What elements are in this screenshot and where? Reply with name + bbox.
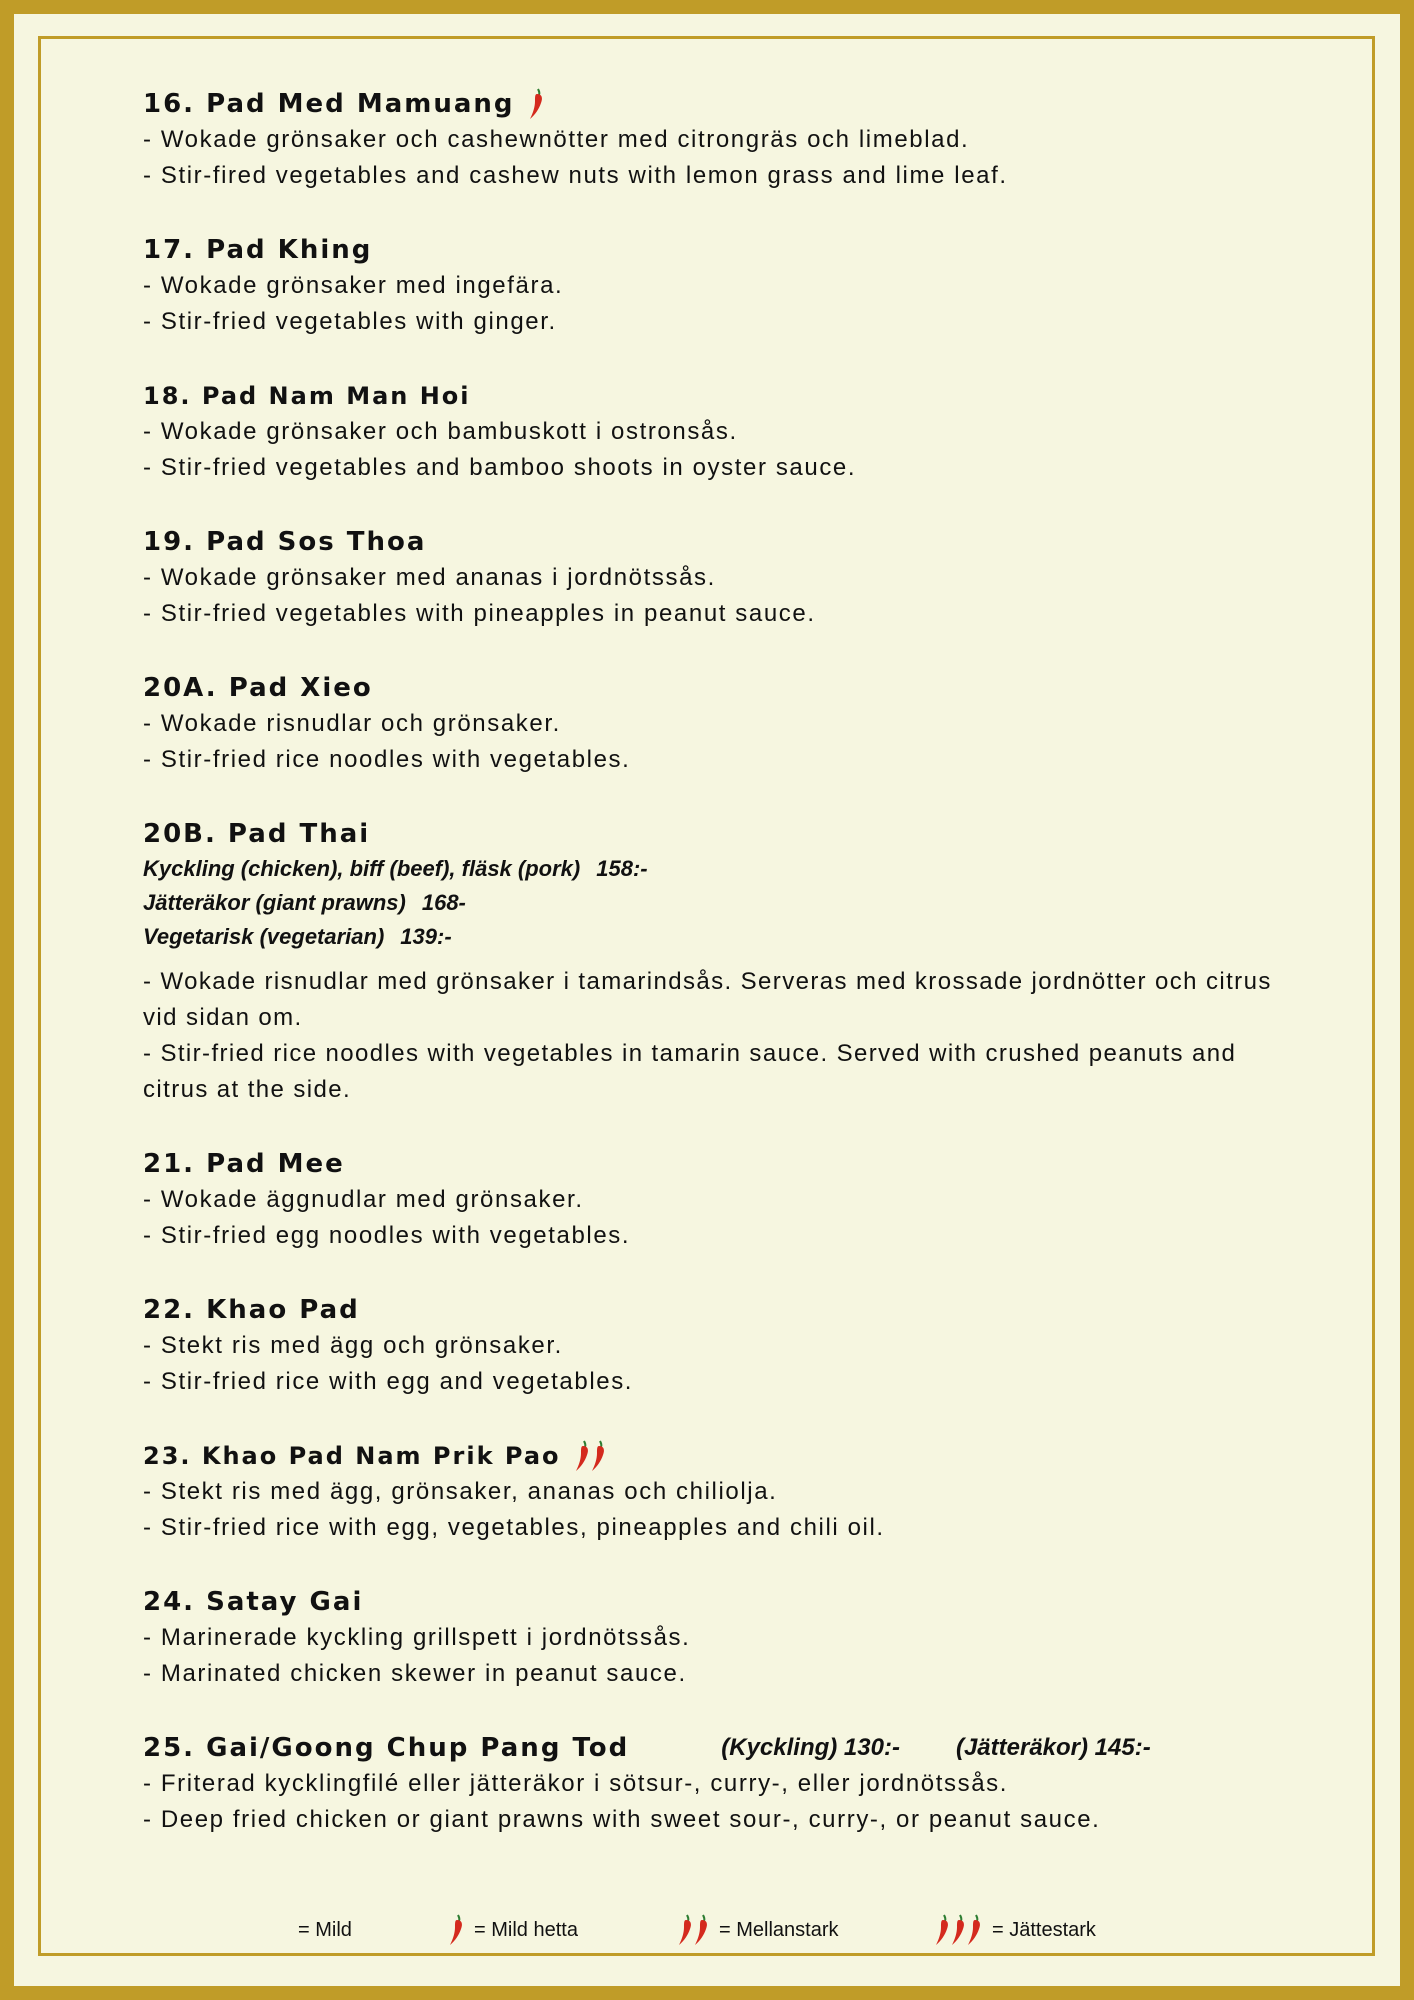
- dish-title: [143, 1146, 1293, 1182]
- dish-name: 23. Khao Pad Nam Prik Pao: [143, 1442, 561, 1470]
- dish-name: 24. Satay Gai: [143, 1587, 364, 1617]
- heat-legend: [0, 1910, 1414, 1950]
- legend-label: = Jättestark: [992, 1918, 1096, 1941]
- legend-heat-icon: [935, 1914, 982, 1946]
- price-option: [143, 852, 1293, 886]
- heat-indicator: [575, 1440, 606, 1472]
- description-paragraph: - Stir-fried rice noodles with vegetables in tamarin sauce. Served with crushed peanuts and citrus at the side.: [143, 1040, 1237, 1103]
- description-line: - Deep fried chicken or giant prawns with sweet sour-, curry-, or peanut sauce.: [143, 1806, 1101, 1833]
- price-option: [143, 920, 1293, 954]
- menu-item: [143, 378, 1293, 486]
- description-line: - Wokade grönsaker med ananas i jordnötssås.: [143, 564, 716, 591]
- menu-item: [143, 1146, 1293, 1254]
- chili-icon: [678, 1914, 693, 1946]
- chili-icon: [449, 1914, 464, 1946]
- dish-name: 22. Khao Pad: [143, 1295, 360, 1325]
- menu-item: [143, 1438, 1293, 1546]
- description-line: - Stir-fried vegetables and bamboo shoots in oyster sauce.: [143, 454, 857, 481]
- dish-title: [143, 232, 1293, 268]
- description-line: - Wokade grönsaker och cashewnötter med citrongräs och limeblad.: [143, 126, 970, 153]
- price-option: [143, 886, 1293, 920]
- legend-heat-icon: [678, 1914, 709, 1946]
- description-line: - Stir-fried rice with egg and vegetables.: [143, 1368, 634, 1395]
- menu-item: [143, 232, 1293, 340]
- description-line: - Wokade äggnudlar med grönsaker.: [143, 1186, 584, 1213]
- dish-name: 20B. Pad Thai: [143, 819, 371, 849]
- description-line: - Wokade grönsaker med ingefära.: [143, 272, 564, 299]
- chili-icon: [529, 88, 544, 120]
- description-line: - Stekt ris med ägg och grönsaker.: [143, 1332, 563, 1359]
- dish-name: 16. Pad Med Mamuang: [143, 89, 515, 119]
- menu-item: [143, 1730, 1293, 1838]
- dish-title: [143, 1292, 1293, 1328]
- dish-name: 20A. Pad Xieo: [143, 673, 373, 703]
- dish-name: 19. Pad Sos Thoa: [143, 527, 427, 557]
- menu-item: [143, 1584, 1293, 1692]
- legend-item: [678, 1910, 839, 1950]
- dish-name: 25. Gai/Goong Chup Pang Tod: [143, 1733, 630, 1763]
- chili-icon: [967, 1914, 982, 1946]
- chili-icon: [575, 1440, 590, 1472]
- menu-content: [143, 86, 1293, 1876]
- legend-label: = Mellanstark: [719, 1918, 839, 1941]
- dish-title: [143, 816, 1293, 852]
- price-option-label: Kyckling (chicken), biff (beef), fläsk (pork): [143, 856, 581, 881]
- legend-label: = Mild hetta: [474, 1918, 578, 1941]
- legend-heat-icon: [449, 1914, 464, 1946]
- chili-icon: [694, 1914, 709, 1946]
- legend-item: [298, 1910, 352, 1950]
- heat-indicator: [529, 88, 544, 120]
- description-line: - Marinated chicken skewer in peanut sauce.: [143, 1660, 687, 1687]
- description-line: - Stir-fired vegetables and cashew nuts with lemon grass and lime leaf.: [143, 162, 1008, 189]
- description-line: - Stir-fried egg noodles with vegetables.: [143, 1222, 631, 1249]
- description-line: - Stir-fried vegetables with pineapples in peanut sauce.: [143, 600, 816, 627]
- dish-title: [143, 86, 1293, 122]
- chili-icon: [591, 1440, 606, 1472]
- price-option-value: 139:-: [400, 924, 452, 949]
- dish-name: 17. Pad Khing: [143, 235, 373, 265]
- price-option-label: Vegetarisk (vegetarian): [143, 924, 385, 949]
- chili-icon: [951, 1914, 966, 1946]
- dish-title: [143, 524, 1293, 560]
- description-line: - Friterad kycklingfilé eller jätteräkor i sötsur-, curry-, eller jordnötssås.: [143, 1770, 1009, 1797]
- description-paragraph: - Wokade risnudlar med grönsaker i tamarindsås. Serveras med krossade jordnötter och citrus vid sidan om.: [143, 968, 1272, 1031]
- price-option-value: 168-: [421, 890, 466, 915]
- dish-price: (Kyckling) 130:-: [721, 1734, 900, 1761]
- description-line: - Marinerade kyckling grillspett i jordnötssås.: [143, 1624, 691, 1651]
- price-option-value: 158:-: [596, 856, 648, 881]
- dish-name: 21. Pad Mee: [143, 1149, 345, 1179]
- description-line: - Stekt ris med ägg, grönsaker, ananas och chiliolja.: [143, 1478, 778, 1505]
- description-line: - Stir-fried rice with egg, vegetables, pineapples and chili oil.: [143, 1514, 885, 1541]
- dish-title: [143, 670, 1293, 706]
- menu-item: [143, 86, 1293, 194]
- description-line: - Stir-fried vegetables with ginger.: [143, 308, 557, 335]
- menu-item: [143, 670, 1293, 778]
- menu-item: [143, 524, 1293, 632]
- menu-item: [143, 816, 1293, 1108]
- dish-name: 18. Pad Nam Man Hoi: [143, 382, 471, 410]
- dish-title: [143, 1584, 1293, 1620]
- dish-title: [143, 1438, 1293, 1474]
- legend-item: [449, 1910, 578, 1950]
- legend-item: [935, 1910, 1096, 1950]
- dish-title: [143, 378, 1293, 414]
- chili-icon: [935, 1914, 950, 1946]
- dish-title: [143, 1730, 1293, 1766]
- dish-price: (Jätteräkor) 145:-: [955, 1734, 1151, 1761]
- description-line: - Wokade grönsaker och bambuskott i ostronsås.: [143, 418, 738, 445]
- legend-label: = Mild: [298, 1918, 352, 1941]
- menu-item: [143, 1292, 1293, 1400]
- price-option-label: Jätteräkor (giant prawns): [143, 890, 406, 915]
- description-line: - Stir-fried rice noodles with vegetables.: [143, 746, 631, 773]
- dish-description: [143, 964, 1293, 1108]
- description-line: - Wokade risnudlar och grönsaker.: [143, 710, 561, 737]
